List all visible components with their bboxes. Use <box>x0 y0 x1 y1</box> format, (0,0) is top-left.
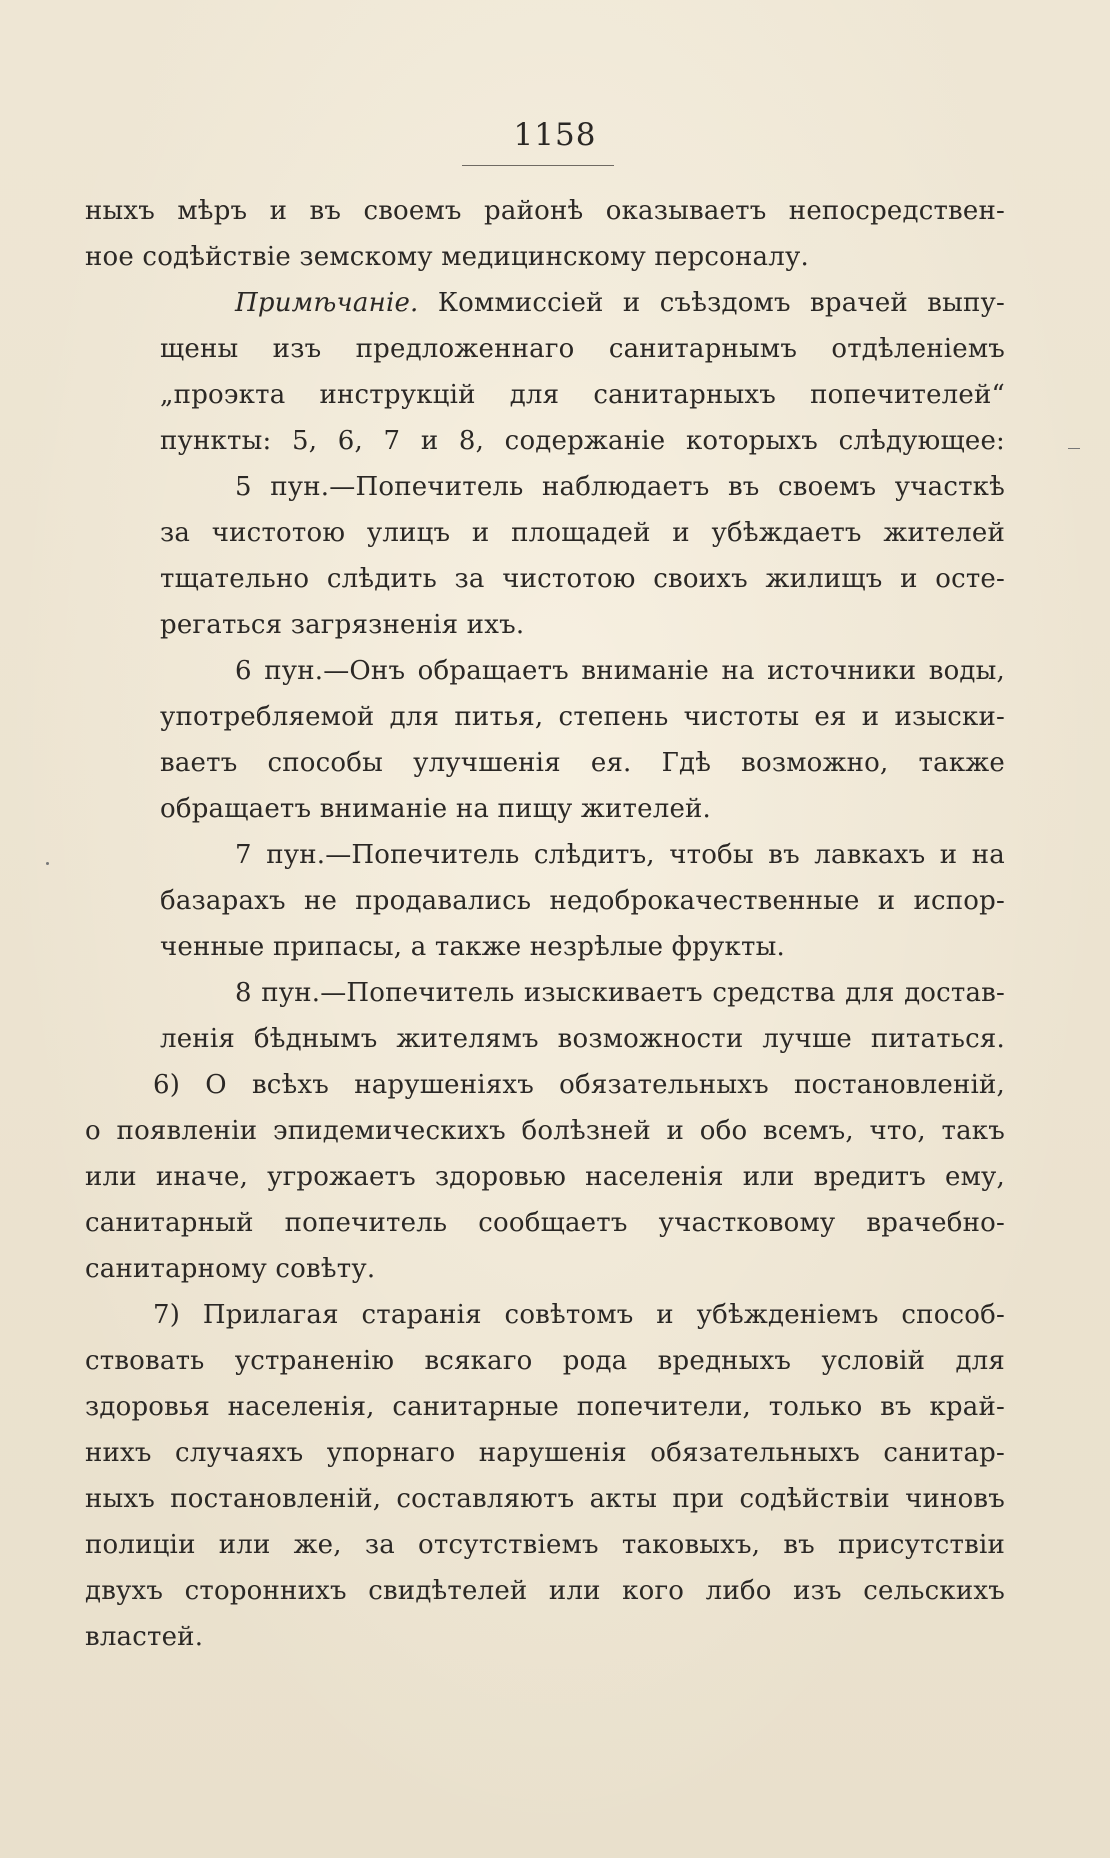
header-rule <box>462 165 614 166</box>
text-line: властей. <box>85 1622 204 1652</box>
text-line: „проэкта инструкцій для санитарныхъ попечителей“ <box>160 380 1005 410</box>
text-line: ное содѣйствіе земскому медицинскому персоналу. <box>85 242 809 272</box>
body-text <box>85 188 1005 1660</box>
text-line: 6 пун.—Онъ обращаетъ вниманіе на источники воды, <box>235 656 1005 686</box>
text-line: ныхъ мѣръ и въ своемъ районѣ оказываетъ непосредствен- <box>85 196 1005 226</box>
text-line: регаться загрязненія ихъ. <box>160 610 525 640</box>
text-line: санитарному совѣту. <box>85 1254 376 1284</box>
page-number: 1158 <box>513 117 597 153</box>
text-line: ченные припасы, а также незрѣлые фрукты. <box>160 932 785 962</box>
text-line: 8 пун.—Попечитель изыскиваетъ средства для достав- <box>235 978 1005 1008</box>
text-line: ствовать устраненію всякаго рода вредныхъ условій для <box>85 1346 1005 1376</box>
text-line: употребляемой для питья, степень чистоты ея и изыски- <box>160 702 1005 732</box>
text-line: ленія бѣднымъ жителямъ возможности лучше питаться. <box>160 1024 1005 1054</box>
text-line: двухъ стороннихъ свидѣтелей или кого либо изъ сельскихъ <box>85 1576 1005 1606</box>
text-line: тщательно слѣдить за чистотою своихъ жилищъ и осте- <box>160 564 1005 594</box>
text-line: ваетъ способы улучшенія ея. Гдѣ возможно, также <box>160 748 1005 778</box>
paper-speck <box>1068 448 1080 449</box>
text-line: 5 пун.—Попечитель наблюдаетъ въ своемъ участкѣ <box>235 472 1005 502</box>
text-line: обращаетъ вниманіе на пищу жителей. <box>160 794 712 824</box>
text-line: 7 пун.—Попечитель слѣдитъ, чтобы въ лавкахъ и на <box>235 840 1005 870</box>
text-line: 7) Прилагая старанія совѣтомъ и убѣжденіемъ способ- <box>153 1300 1005 1330</box>
note-text: Коммиссіей и съѣздомъ врачей выпу- <box>437 288 1005 318</box>
note-label: Примѣчаніе. <box>235 288 419 318</box>
text-line: 6) О всѣхъ нарушеніяхъ обязательныхъ постановленій, <box>153 1070 1005 1100</box>
text-line: нихъ случаяхъ упорнаго нарушенія обязательныхъ санитар- <box>85 1438 1005 1468</box>
text-line: санитарный попечитель сообщаетъ участковому врачебно- <box>85 1208 1005 1238</box>
text-line: ныхъ постановленій, составляютъ акты при содѣйствіи чиновъ <box>85 1484 1005 1514</box>
note-first-line <box>85 280 1005 326</box>
text-line: пункты: 5, 6, 7 и 8, содержаніе которыхъ слѣдующее: <box>160 426 1005 456</box>
text-line: здоровья населенія, санитарные попечители, только въ край- <box>85 1392 1005 1422</box>
text-line: щены изъ предложеннаго санитарнымъ отдѣленіемъ <box>160 334 1005 364</box>
text-line: за чистотою улицъ и площадей и убѣждаетъ жителей <box>160 518 1005 548</box>
text-line: полиціи или же, за отсутствіемъ таковыхъ, въ присутствіи <box>85 1530 1005 1560</box>
text-line: базарахъ не продавались недоброкачественные и испор- <box>160 886 1005 916</box>
paper-speck <box>46 862 49 865</box>
text-line: или иначе, угрожаетъ здоровью населенія или вредитъ ему, <box>85 1162 1005 1192</box>
text-line: о появленіи эпидемическихъ болѣзней и обо всемъ, что, такъ <box>85 1116 1005 1146</box>
